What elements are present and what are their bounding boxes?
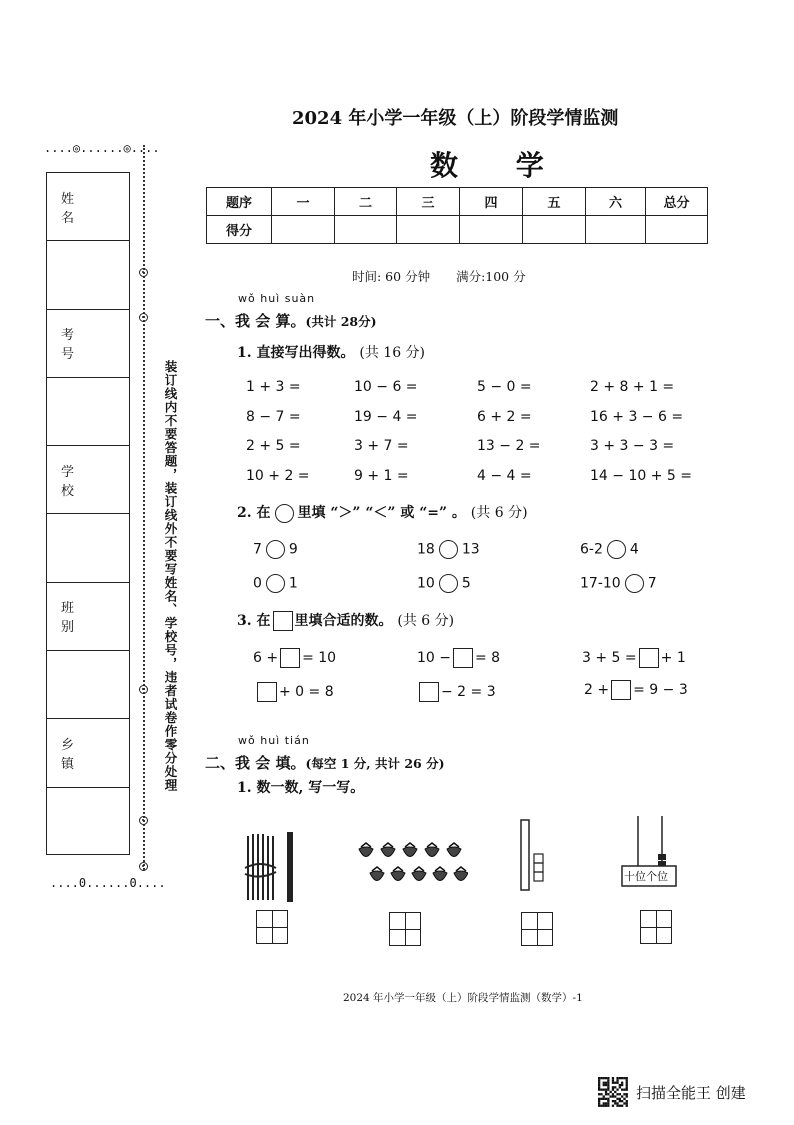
fill-box-left: 2 + [584, 682, 610, 698]
equation: 1 + 3 = [246, 379, 301, 395]
strawberry-icon [425, 843, 439, 857]
comparison-right: 7 [647, 575, 657, 592]
score-table-header-cell: 五 [523, 188, 586, 216]
strawberry-icon [370, 867, 384, 881]
strawberry-icon [433, 867, 447, 881]
fill-box-right: + 0 = 8 [279, 684, 334, 700]
info-field-cell[interactable] [47, 788, 129, 856]
equation: 2 + 8 + 1 = [590, 379, 675, 395]
score-input-cell[interactable] [523, 216, 586, 244]
answer-grid[interactable] [521, 912, 553, 946]
comparison-item [580, 540, 639, 559]
q3-title: 3. 在 里填合适的数。 (共 6 分) [237, 613, 455, 629]
strawberry-icon [412, 867, 426, 881]
abacus-label: 十位个位 [624, 870, 668, 883]
fill-box-left: 3 + 5 = [582, 650, 637, 666]
comparison-right: 9 [288, 541, 298, 558]
equation: 3 + 7 = [354, 438, 409, 454]
comparison-item [253, 574, 298, 593]
q1-title: 1. 直接写出得数。 (共 16 分) [237, 345, 426, 361]
section2-pinyin: wǒ huì tián [238, 734, 310, 747]
fill-box-left: 10 − [417, 650, 451, 666]
score-input-cell[interactable] [586, 216, 646, 244]
answer-box[interactable] [280, 648, 300, 668]
binding-ring-icon [139, 685, 148, 694]
answer-grid[interactable] [389, 912, 421, 946]
section1-pinyin: wǒ huì suàn [238, 292, 316, 305]
equation: 9 + 1 = [354, 468, 409, 484]
equation: 16 + 3 − 6 = [590, 409, 684, 425]
answer-circle[interactable] [266, 574, 285, 593]
binding-top-marks: ....◎......◎.... [44, 141, 160, 155]
answer-grid[interactable] [640, 910, 672, 944]
info-field-cell: 乡 镇 [47, 719, 129, 787]
strawberry-icon [359, 843, 373, 857]
time-info [352, 267, 526, 285]
answer-box[interactable] [453, 648, 473, 668]
score-input-cell[interactable] [397, 216, 460, 244]
equation: 6 + 2 = [477, 409, 532, 425]
answer-grid[interactable] [256, 910, 288, 944]
comparison-left: 18 [417, 541, 435, 558]
strawberry-icon [447, 843, 461, 857]
strawberry-icon [403, 843, 417, 857]
answer-circle[interactable] [625, 574, 644, 593]
equation: 4 − 4 = [477, 468, 532, 484]
strawberry-icon [381, 843, 395, 857]
fill-box-item [417, 648, 500, 668]
score-input-cell[interactable] [460, 216, 523, 244]
score-table-header-cell: 一 [272, 188, 335, 216]
answer-box[interactable] [257, 682, 277, 702]
fill-box-right: = 10 [302, 650, 337, 666]
answer-box[interactable] [639, 648, 659, 668]
fill-box-right: + 1 [660, 650, 686, 666]
fill-box-item [584, 680, 688, 700]
equation: 5 − 0 = [477, 379, 532, 395]
scanner-watermark [596, 1075, 746, 1109]
score-table-score-row [207, 216, 708, 244]
time-limit: 时间: 60 分钟 [352, 269, 431, 284]
answer-circle[interactable] [607, 540, 626, 559]
answer-box[interactable] [611, 680, 631, 700]
score-table [206, 187, 708, 244]
circle-icon [275, 504, 294, 523]
info-field-cell: 考 号 [47, 310, 129, 378]
comparison-left: 10 [417, 575, 435, 592]
exam-title: 2024 年小学一年级（上）阶段学情监测 [292, 108, 619, 129]
subject-title: 数 学 [430, 149, 568, 182]
equation: 8 − 7 = [246, 409, 301, 425]
comparison-item [580, 574, 657, 593]
strawberry-icon [454, 867, 468, 881]
counting-blocks-icon [518, 818, 552, 894]
section2-title: 二、我 会 填。(每空 1 分, 共计 26 分) [205, 754, 445, 772]
answer-circle[interactable] [266, 540, 285, 559]
binding-ring-icon [139, 862, 148, 871]
fill-box-item [255, 682, 334, 702]
comparison-right: 5 [461, 575, 471, 592]
strawberry-icon [391, 867, 405, 881]
section1-title: 一、我 会 算。(共计 28分) [205, 312, 377, 330]
strawberries-icon [358, 842, 468, 888]
q2-title: 2. 在 里填 “＞” “＜” 或 “=” 。 (共 6 分) [237, 505, 528, 521]
score-table-header-cell: 六 [586, 188, 646, 216]
fill-box-item [417, 682, 496, 702]
sticks-bundle-icon [240, 828, 302, 904]
equation: 10 − 6 = [354, 379, 418, 395]
comparison-left: 6-2 [580, 541, 603, 558]
info-field-cell[interactable] [47, 378, 129, 446]
equation: 2 + 5 = [246, 438, 301, 454]
answer-circle[interactable] [439, 574, 458, 593]
score-table-header-row [207, 188, 708, 216]
page-footer: 2024 年小学一年级（上）阶段学情监测（数学）-1 [343, 992, 583, 1004]
fill-box-right: = 8 [475, 650, 501, 666]
scanner-text: 扫描全能王 创建 [636, 1083, 746, 1102]
info-field-cell[interactable] [47, 241, 129, 309]
comparison-left: 7 [253, 541, 262, 558]
score-table-header-cell: 二 [335, 188, 397, 216]
answer-circle[interactable] [439, 540, 458, 559]
info-field-cell[interactable] [47, 651, 129, 719]
binding-ring-icon [139, 313, 148, 322]
binding-vertical-note: 装订线内不要答题，装订线外不要写姓名、学校号，违者试卷作零分处理 [163, 360, 178, 792]
score-table-header-cell: 总分 [646, 188, 708, 216]
binding-dotted-line [143, 145, 145, 870]
comparison-right: 4 [629, 541, 639, 558]
score-input-cell[interactable] [646, 216, 708, 244]
binding-ring-icon [139, 268, 148, 277]
score-table-header-cell: 题序 [207, 188, 272, 216]
score-row-label: 得分 [207, 216, 272, 244]
full-score: 满分:100 分 [456, 269, 526, 284]
info-field-cell: 学 校 [47, 446, 129, 514]
fill-box-left: 6 + [253, 650, 279, 666]
box-icon [273, 611, 293, 631]
comparison-left: 0 [253, 575, 262, 592]
score-table-header-cell: 四 [460, 188, 523, 216]
binding-ring-icon [139, 816, 148, 825]
comparison-item [253, 540, 298, 559]
fill-box-right: − 2 = 3 [441, 684, 496, 700]
equation: 14 − 10 + 5 = [590, 468, 692, 484]
score-input-cell[interactable] [272, 216, 335, 244]
equation: 19 − 4 = [354, 409, 418, 425]
info-field-cell: 姓 名 [47, 173, 129, 241]
info-field-cell[interactable] [47, 514, 129, 582]
qr-code-icon [596, 1075, 630, 1109]
equation: 3 + 3 − 3 = [590, 438, 675, 454]
comparison-left: 17-10 [580, 575, 621, 592]
fill-box-item [253, 648, 336, 668]
equation: 10 + 2 = [246, 468, 310, 484]
binding-bottom-marks: ....0......0.... [50, 876, 166, 890]
student-info-box [46, 172, 130, 855]
fill-box-right: = 9 − 3 [633, 682, 688, 698]
score-input-cell[interactable] [335, 216, 397, 244]
answer-box[interactable] [419, 682, 439, 702]
comparison-right: 1 [288, 575, 298, 592]
comparison-item [417, 540, 480, 559]
fill-box-item [582, 648, 686, 668]
info-field-cell: 班 别 [47, 583, 129, 651]
equation: 13 − 2 = [477, 438, 541, 454]
comparison-right: 13 [461, 541, 480, 558]
comparison-item [417, 574, 471, 593]
s2-q1-title: 1. 数一数, 写一写。 [237, 780, 365, 796]
score-table-header-cell: 三 [397, 188, 460, 216]
